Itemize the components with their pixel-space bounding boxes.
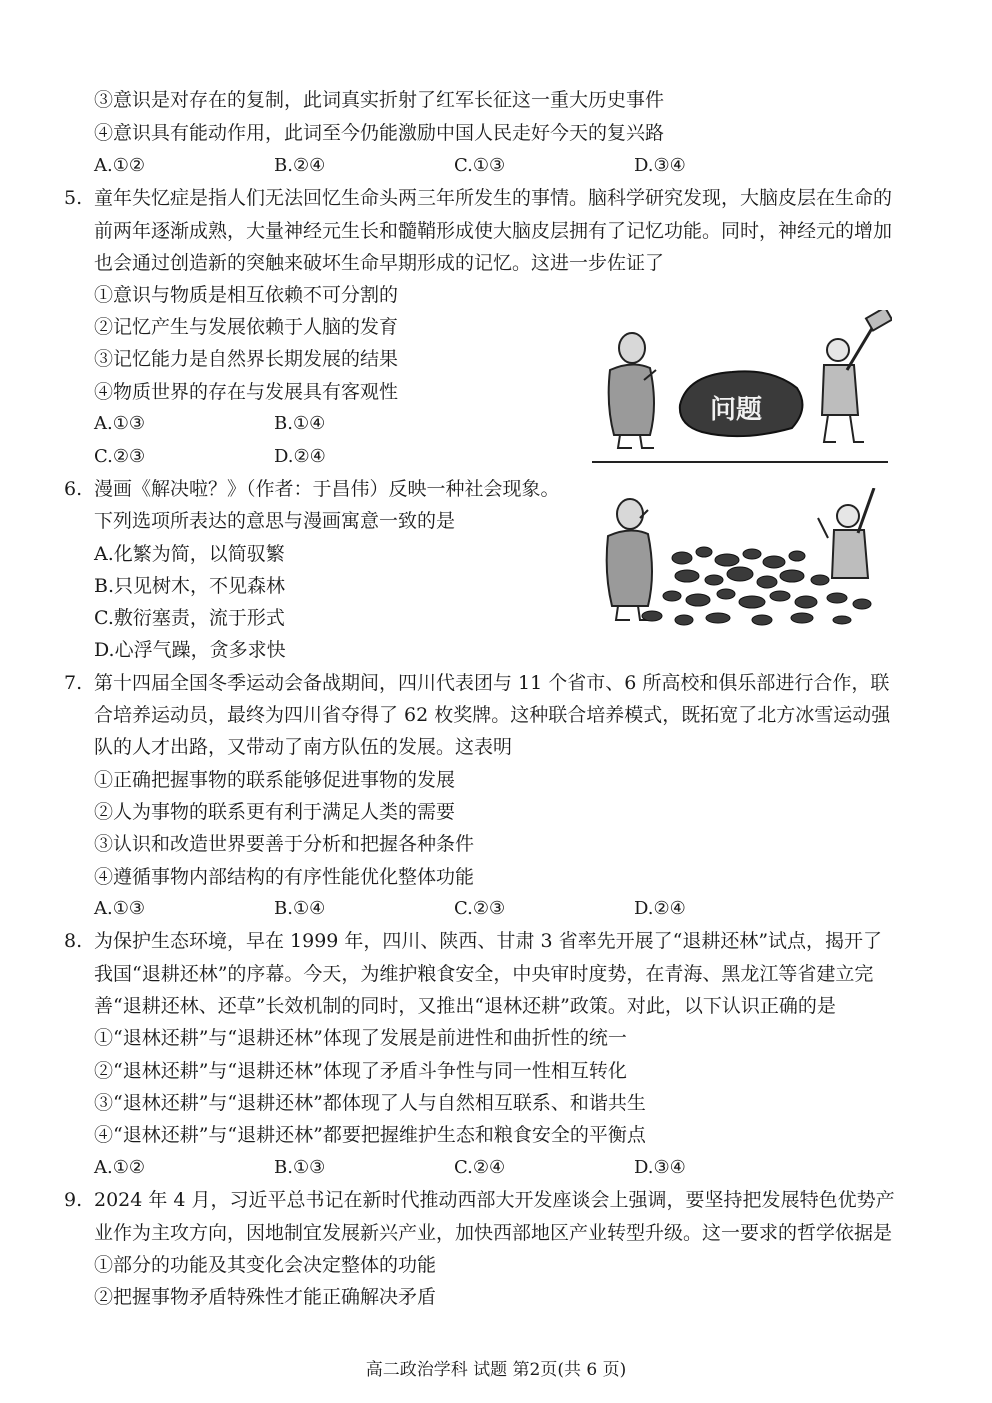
q5-option-c: C.②③ xyxy=(94,446,146,467)
q4-statement-4: ④意识具有能动作用，此词至今仍能激励中国人民走好今天的复兴路 xyxy=(94,122,665,144)
q4-statement-3: ③意识是对存在的复制，此词真实折射了红军长征这一重大历史事件 xyxy=(94,89,665,111)
q5-text-line-1: 童年失忆症是指人们无法回忆生命头两三年所发生的事情。脑科学研究发现，大脑皮层在生命的 xyxy=(94,187,893,209)
q6-option-d: D.心浮气躁，贪多求快 xyxy=(94,639,286,661)
q7-text-line-1: 第十四届全国冬季运动会备战期间，四川代表团与 11 个省市、6 所高校和俱乐部进行合作，联 xyxy=(94,672,890,694)
q9-statement-1: ①部分的功能及其变化会决定整体的功能 xyxy=(94,1254,437,1276)
q8-text-line-3: 善“退耕还林、还草”长效机制的同时，又推出“退林还耕”政策。对此，以下认识正确的是 xyxy=(94,995,836,1017)
q9-text-line-2: 业作为主攻方向，因地制宜发展新兴产业，加快西部地区产业转型升级。这一要求的哲学依据是 xyxy=(94,1222,893,1244)
q7-option-d: D.②④ xyxy=(634,898,686,919)
q8-option-d: D.③④ xyxy=(634,1157,686,1178)
cartoon-boulder xyxy=(680,371,803,436)
q4-option-b: B.②④ xyxy=(274,155,326,176)
q9-statement-2: ②把握事物矛盾特殊性才能正确解决矛盾 xyxy=(94,1286,437,1308)
q8-number: 8. xyxy=(64,930,83,952)
cartoon-man-left xyxy=(609,333,656,448)
q7-text-line-2: 合培养运动员，最终为四川省夺得了 62 枚奖牌。这种联合培养模式，既拓宽了北方冰雪运动强 xyxy=(94,704,891,726)
q5-option-a: A.①③ xyxy=(94,413,145,434)
q6-number: 6. xyxy=(64,478,83,500)
q7-option-c: C.②③ xyxy=(454,898,506,919)
q8-text-line-2: 我国“退耕还林”的序幕。今天，为维护粮食安全，中央审时度势，在青海、黑龙江等省建立完 xyxy=(94,963,874,985)
q4-option-c: C.①③ xyxy=(454,155,506,176)
q5-option-b: B.①④ xyxy=(274,413,326,434)
q5-number: 5. xyxy=(64,187,83,209)
q5-text-line-2: 前两年逐渐成熟，大量神经元生长和髓鞘形成使大脑皮层拥有了记忆功能。同时，神经元的增加 xyxy=(94,220,893,242)
q8-option-c: C.②④ xyxy=(454,1157,506,1178)
q7-option-b: B.①④ xyxy=(274,898,326,919)
q9-number: 9. xyxy=(64,1189,83,1211)
q4-option-a: A.①② xyxy=(94,155,145,176)
q7-statement-4: ④遵循事物内部结构的有序性能优化整体功能 xyxy=(94,866,475,888)
q6-option-c: C.敷衍塞责，流于形式 xyxy=(94,607,285,629)
q8-option-a: A.①② xyxy=(94,1157,145,1178)
q5-statement-3: ③记忆能力是自然界长期发展的结果 xyxy=(94,348,399,370)
q8-option-b: B.①③ xyxy=(274,1157,326,1178)
q5-text-line-3: 也会通过创造新的突触来破坏生命早期形成的记忆。这进一步佐证了 xyxy=(94,252,665,274)
q8-statement-3: ③“退林还耕”与“退耕还林”都体现了人与自然相互联系、和谐共生 xyxy=(94,1092,646,1114)
q5-statement-4: ④物质世界的存在与发展具有客观性 xyxy=(94,381,399,403)
cartoon-panel-bottom xyxy=(592,488,892,636)
q5-statement-2: ②记忆产生与发展依赖于人脑的发育 xyxy=(94,316,399,338)
cartoon-man-right xyxy=(822,310,892,442)
q9-text-line-1: 2024 年 4 月，习近平总书记在新时代推动西部大开发座谈会上强调，要坚持把发展特色优势产 xyxy=(94,1189,895,1211)
q7-statement-2: ②人为事物的联系更有利于满足人类的需要 xyxy=(94,801,456,823)
q6-option-a: A.化繁为简，以简驭繁 xyxy=(94,543,285,565)
q8-statement-4: ④“退林还耕”与“退耕还林”都要把握维护生态和粮食安全的平衡点 xyxy=(94,1124,646,1146)
q5-statement-1: ①意识与物质是相互依赖不可分割的 xyxy=(94,284,399,306)
q8-statement-2: ②“退林还耕”与“退耕还林”体现了矛盾斗争性与同一性相互转化 xyxy=(94,1060,627,1082)
q7-option-a: A.①③ xyxy=(94,898,145,919)
q7-statement-1: ①正确把握事物的联系能够促进事物的发展 xyxy=(94,769,456,791)
q4-option-d: D.③④ xyxy=(634,155,686,176)
cartoon-man-left-2 xyxy=(607,499,652,620)
cartoon-boulder-label: 问题 xyxy=(710,394,763,424)
q6-text-line-2: 下列选项所表达的意思与漫画寓意一致的是 xyxy=(94,510,456,532)
q6-option-b: B.只见树木，不见森林 xyxy=(94,575,286,597)
q6-text-line-1: 漫画《解决啦？》（作者：于昌伟）反映一种社会现象。 xyxy=(94,478,560,500)
q8-text-line-1: 为保护生态环境，早在 1999 年，四川、陕西、甘肃 3 省率先开展了“退耕还林”试点，揭开了 xyxy=(94,930,883,952)
q7-text-line-3: 队的人才出路，又带动了南方队伍的发展。这表明 xyxy=(94,736,513,758)
q7-statement-3: ③认识和改造世界要善于分析和把握各种条件 xyxy=(94,833,475,855)
q7-number: 7. xyxy=(64,672,83,694)
q8-statement-1: ①“退林还耕”与“退耕还林”体现了发展是前进性和曲折性的统一 xyxy=(94,1027,627,1049)
cartoon-panel-top xyxy=(592,310,892,468)
page-footer: 高二政治学科 试题 第2页(共 6 页) xyxy=(365,1360,627,1380)
cartoon-man-right-2 xyxy=(818,488,874,578)
q5-option-d: D.②④ xyxy=(274,446,326,467)
